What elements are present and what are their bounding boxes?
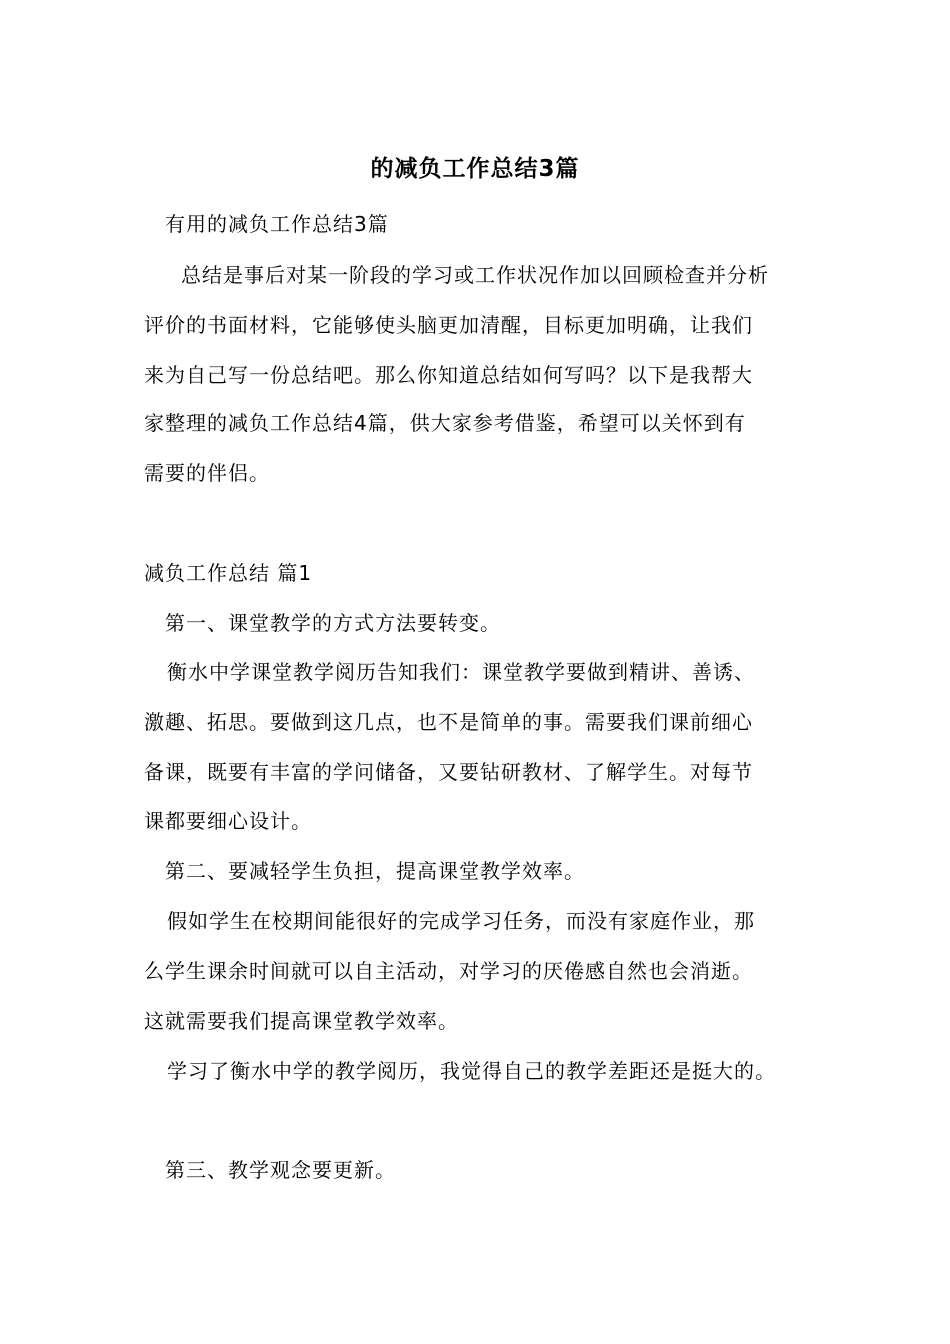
point-heading-3: 第三、教学观念要更新。 (165, 1158, 396, 1182)
intro-line-2: 评价的书面材料，它能够使头脑更加清醒，目标更加明确，让我们 (144, 313, 753, 337)
para3-line-1: 学习了衡水中学的教学阅历，我觉得自己的教学差距还是挺大的。 (167, 1059, 776, 1083)
point-heading-2: 第二、要减轻学生负担，提高课堂教学效率。 (165, 859, 585, 883)
para2-line-2: 么学生课余时间就可以自主活动，对学习的厌倦感自然也会消逝。 (144, 959, 753, 983)
intro-line-3: 来为自己写一份总结吧。那么你知道总结如何写吗？以下是我帮大 (144, 363, 753, 387)
document-title: 的减负工作总结3篇 (370, 156, 580, 182)
para1-line-1: 衡水中学课堂教学阅历告知我们：课堂教学要做到精讲、善诱、 (167, 660, 755, 684)
point-heading-1: 第一、课堂教学的方式方法要转变。 (165, 611, 501, 635)
para1-line-2: 激趣、拓思。要做到这几点，也不是简单的事。需要我们课前细心 (144, 710, 753, 734)
para1-line-3: 备课，既要有丰富的学问储备，又要钻研教材、了解学生。对每节 (144, 760, 753, 784)
para1-line-4: 课都要细心设计。 (144, 809, 312, 833)
intro-line-4: 家整理的减负工作总结4篇，供大家参考借鉴，希望可以关怀到有 (144, 411, 746, 435)
para2-line-1: 假如学生在校期间能很好的完成学习任务，而没有家庭作业，那 (167, 909, 755, 933)
section-heading: 减负工作总结 篇1 (144, 561, 313, 585)
intro-line-1: 总结是事后对某一阶段的学习或工作状况作加以回顾检查并分析 (181, 263, 769, 287)
para2-line-3: 这就需要我们提高课堂教学效率。 (144, 1009, 459, 1033)
intro-line-5: 需要的伴侣。 (144, 461, 270, 485)
document-subtitle: 有用的减负工作总结3篇 (165, 212, 389, 236)
